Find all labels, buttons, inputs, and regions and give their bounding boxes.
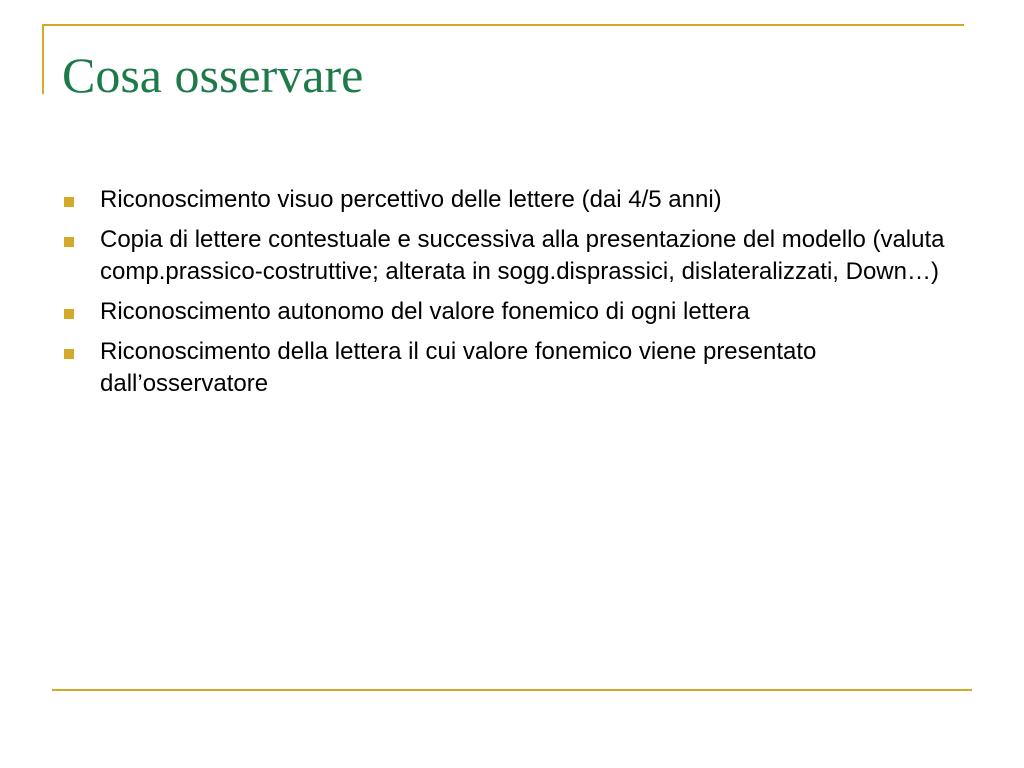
square-bullet-icon — [64, 349, 74, 359]
square-bullet-icon — [64, 309, 74, 319]
slide-title: Cosa osservare — [62, 47, 364, 103]
bottom-rule — [52, 689, 972, 691]
bullet-text: Riconoscimento autonomo del valore fonemico di ogni lettera — [100, 298, 750, 325]
square-bullet-icon — [64, 197, 74, 207]
left-rule — [42, 24, 44, 94]
top-rule — [42, 24, 964, 26]
bullet-text: Riconoscimento della lettera il cui valore fonemico viene presentato dall’osservatore — [100, 338, 817, 397]
bullet-list — [64, 184, 954, 408]
bullet-text: Riconoscimento visuo percettivo delle lettere (dai 4/5 anni) — [100, 186, 722, 213]
bullet-item — [64, 224, 954, 288]
bullet-text: Copia di lettere contestuale e successiva alla presentazione del modello (valuta comp.prassico-costruttive; alterata in sogg.disprassici, dislateralizzati, Down…) — [100, 226, 945, 285]
bullet-item — [64, 336, 954, 400]
bullet-item — [64, 296, 954, 328]
bullet-item — [64, 184, 954, 216]
square-bullet-icon — [64, 237, 74, 247]
